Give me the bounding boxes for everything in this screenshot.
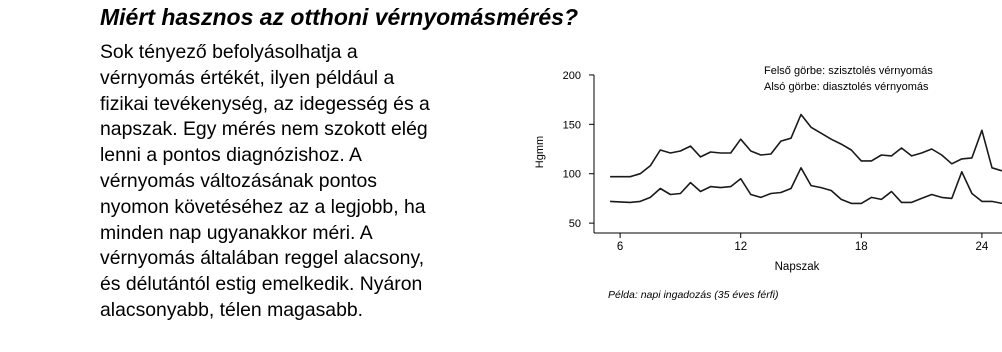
legend-line-diastolic: Alsó görbe: diasztolés vérnyomás [764, 81, 929, 93]
body-line: minden nap ugyanakkor méri. A [100, 221, 373, 244]
x-tick-label: 24 [975, 241, 989, 253]
series-line-systolic [610, 115, 1002, 177]
article-title: Miért hasznos az otthoni vérnyomásmérés? [100, 4, 579, 30]
y-tick-label: 50 [568, 218, 581, 231]
body-line: napszak. Egy mérés nem szokott elég [100, 118, 428, 141]
series-line-diastolic [610, 168, 1002, 204]
y-axis-label: Hgmm [534, 135, 546, 169]
body-line: vérnyomás általában reggel alacsony, [100, 247, 425, 270]
body-line: Sok tényező befolyásolhatja a [100, 41, 358, 63]
x-tick-label: 18 [854, 241, 868, 253]
body-line: és délutántól estig emelkedik. Nyáron [100, 273, 423, 296]
body-line: nyomon követéséhez az a legjobb, ha [100, 195, 426, 218]
x-tick-label: 6 [616, 241, 624, 253]
body-line: alacsonyabb, télen magasabb. [100, 298, 364, 321]
y-tick-label: 200 [562, 69, 581, 82]
x-tick-label: 12 [734, 241, 748, 253]
body-line: vérnyomás értékét, ilyen például a [100, 66, 395, 89]
body-line: lenni a pontos diagnózishoz. A [100, 144, 362, 167]
chart-caption: Példa: napi ingadozás (35 éves férfi) [608, 289, 779, 301]
blood-pressure-chart [520, 50, 1002, 310]
y-tick-label: 100 [562, 168, 581, 181]
x-axis-label: Napszak [774, 261, 820, 273]
y-tick-label: 150 [562, 119, 581, 132]
legend-line-systolic: Felső görbe: szisztolés vérnyomás [764, 65, 933, 77]
article-body [100, 40, 520, 324]
body-line: vérnyomás változásának pontos [100, 169, 378, 192]
body-line: fizikai tevékenység, az idegesség és a [100, 92, 430, 115]
